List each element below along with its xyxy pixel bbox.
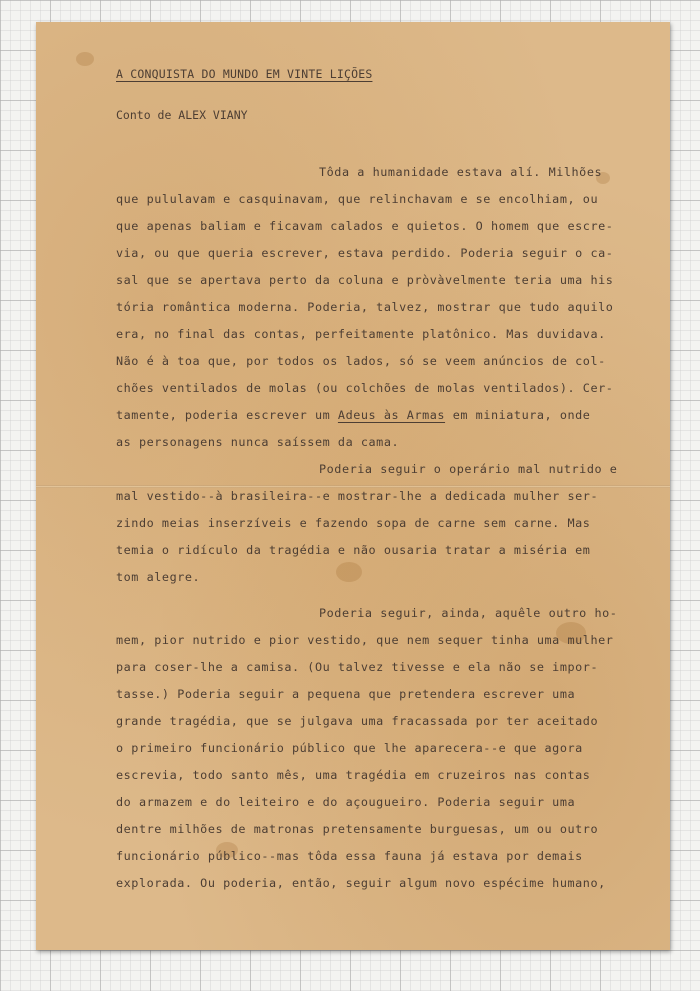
text-line: as personagens nunca saíssem da cama. xyxy=(116,435,400,449)
text-line: para coser-lhe a camisa. (Ou talvez tivesse e ela não se impor- xyxy=(116,660,599,674)
text-line: Tôda a humanidade estava alí. Milhões xyxy=(319,165,603,179)
text-line xyxy=(116,408,590,422)
text-line: via, ou que queria escrever, estava perdido. Poderia seguir o ca- xyxy=(116,246,614,260)
text-line: funcionário público--mas tôda essa fauna já estava por demais xyxy=(116,849,583,863)
text-line: Não é à toa que, por todos os lados, só se veem anúncios de col- xyxy=(116,354,606,368)
text-line: Poderia seguir o operário mal nutrido e xyxy=(319,462,618,476)
book-title: Adeus às Armas xyxy=(337,408,446,422)
text-line: mal vestido--à brasileira--e mostrar-lhe a dedicada mulher ser- xyxy=(116,489,599,503)
text-line: sal que se apertava perto da coluna e pròvàvelmente teria uma his xyxy=(116,273,614,287)
stain xyxy=(336,562,362,582)
text-line: tória romântica moderna. Poderia, talvez, mostrar que tudo aquilo xyxy=(116,300,614,314)
text-line: grande tragédia, que se julgava uma fracassada por ter aceitado xyxy=(116,714,599,728)
text-line: do armazem e do leiteiro e do açougueiro. Poderia seguir uma xyxy=(116,795,576,809)
text-fragment: em miniatura, onde xyxy=(445,408,591,422)
text-line: temia o ridículo da tragédia e não ousaria tratar a miséria em xyxy=(116,543,591,557)
text-line: explorada. Ou poderia, então, seguir algum novo espécime humano, xyxy=(116,876,606,890)
paper-fold xyxy=(36,485,670,488)
text-line: zindo meias inserzíveis e fazendo sopa de carne sem carne. Mas xyxy=(116,516,591,530)
text-line: tasse.) Poderia seguir a pequena que pretendera escrever uma xyxy=(116,687,576,701)
text-fragment: tamente, poderia escrever um xyxy=(116,408,338,422)
text-line: o primeiro funcionário público que lhe aparecera--e que agora xyxy=(116,741,583,755)
text-line: mem, pior nutrido e pior vestido, que nem sequer tinha uma mulher xyxy=(116,633,614,647)
text-line: chões ventilados de molas (ou colchões de molas ventilados). Cer- xyxy=(116,381,614,395)
text-line: Poderia seguir, ainda, aquêle outro ho- xyxy=(319,606,618,620)
manuscript-page xyxy=(36,22,670,950)
text-line: que apenas baliam e ficavam calados e quietos. O homem que escre- xyxy=(116,219,614,233)
text-line: tom alegre. xyxy=(116,570,201,584)
text-line: era, no final das contas, perfeitamente platônico. Mas duvidava. xyxy=(116,327,606,341)
document-title: A CONQUISTA DO MUNDO EM VINTE LIÇÕES xyxy=(116,67,373,81)
stain xyxy=(76,52,94,66)
text-line: que pululavam e casquinavam, que relinchavam e se encolhiam, ou xyxy=(116,192,599,206)
byline: Conto de ALEX VIANY xyxy=(116,108,248,122)
text-line: dentre milhões de matronas pretensamente burguesas, um ou outro xyxy=(116,822,599,836)
text-line: escrevia, todo santo mês, uma tragédia em cruzeiros nas contas xyxy=(116,768,591,782)
